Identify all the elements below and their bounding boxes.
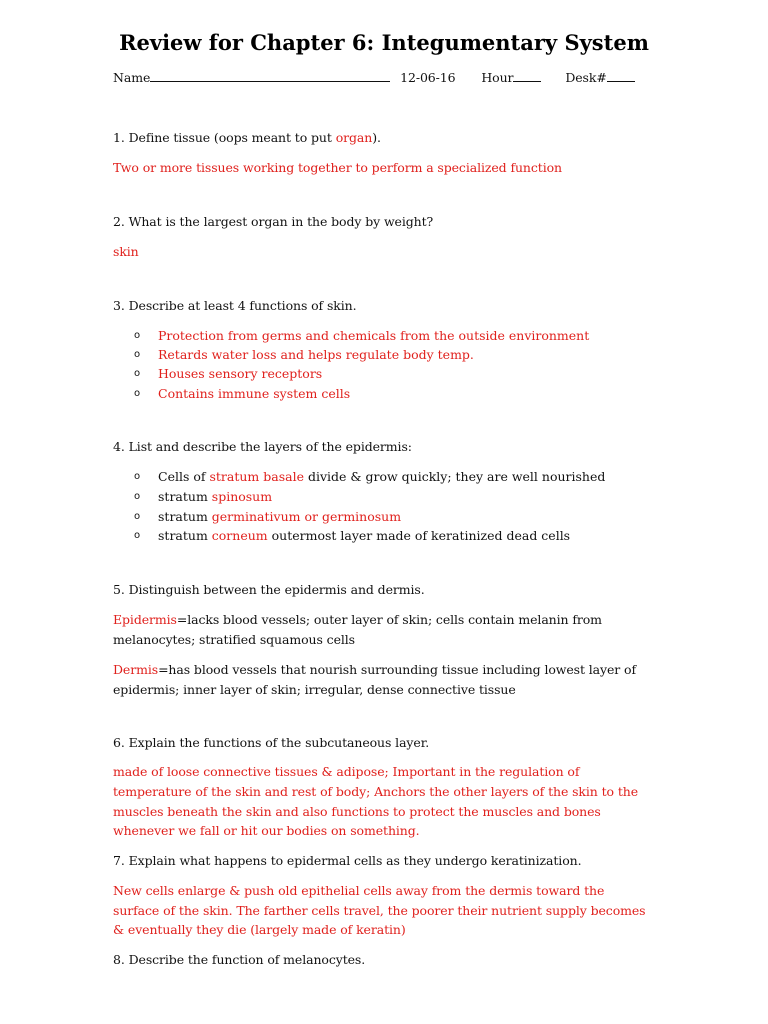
layer-prefix: Cells of [158,469,210,484]
bullet-icon: o [134,349,141,360]
page-title: Review for Chapter 6: Integumentary System [119,30,649,55]
desk-blank[interactable] [607,68,635,82]
bullet-icon: o [134,388,141,399]
bullet-icon: o [134,491,141,502]
bullet-icon: o [134,511,141,522]
hour-label: Hour [481,70,514,85]
layer-name: spinosum [211,489,273,504]
layer-name: stratum basale [209,469,304,484]
question-7: 7. Explain what happens to epidermal cells as they undergo keratinization. [113,853,582,868]
answer-6-line: temperature of the skin and rest of body; Anchors the other layers of the skin to the [113,784,639,799]
answer-7-line: & eventually they die (largely made of keratin) [113,922,406,937]
epidermis-definition: =lacks blood vessels; outer layer of skin; cells contain melanin from [176,612,602,627]
answer-7-line: New cells enlarge & push old epithelial cells away from the dermis toward the [113,883,605,898]
list-item-text [158,507,401,527]
layer-description: divide & grow quickly; they are well nourished [303,469,606,484]
answer-5-dermis [113,660,636,680]
layer-name: germinativum or germinosum [211,509,402,524]
question-1-prefix: 1. Define tissue (oops meant to put [113,130,336,145]
layer-description: outermost layer made of keratinized dead cells [267,528,571,543]
answer-1: Two or more tissues working together to perform a specialized function [113,160,562,175]
bullet-icon: o [134,530,141,541]
name-label: Name [113,70,151,85]
name-blank[interactable] [150,68,390,82]
desk-label: Desk# [565,70,607,85]
question-1 [113,128,381,148]
answer-7-line: surface of the skin. The farther cells travel, the poorer their nutrient supply becomes [113,903,646,918]
answer-6-line: muscles beneath the skin and also functions to protect the muscles and bones [113,804,601,819]
bullet-icon: o [134,368,141,379]
dermis-definition: =has blood vessels that nourish surrounding tissue including lowest layer of [158,662,636,677]
answer-5-epidermis-cont: melanocytes; stratified squamous cells [113,632,355,647]
layer-prefix: stratum [158,509,212,524]
question-6: 6. Explain the functions of the subcutaneous layer. [113,735,430,750]
answer-6-line: whenever we fall or hit our bodies on something. [113,823,420,838]
bullet-icon: o [134,471,141,482]
list-item-text: Retards water loss and helps regulate body temp. [158,347,474,362]
question-4: 4. List and describe the layers of the epidermis: [113,439,412,454]
list-item-text [158,526,570,546]
list-item-text [158,467,605,487]
bullet-icon: o [134,330,141,341]
list-item-text: Contains immune system cells [158,386,351,401]
layer-name: corneum [211,528,268,543]
answer-5-epidermis [113,610,602,630]
layer-prefix: stratum [158,489,212,504]
question-2: 2. What is the largest organ in the body by weight? [113,214,434,229]
question-8: 8. Describe the function of melanocytes. [113,952,366,967]
list-item-text: Houses sensory receptors [158,366,323,381]
answer-6-line: made of loose connective tissues & adipose; Important in the regulation of [113,764,580,779]
list-item-text [158,487,272,507]
hour-blank[interactable] [513,68,541,82]
dermis-term: Dermis [113,662,159,677]
list-item-text: Protection from germs and chemicals from the outside environment [158,328,590,343]
date-text: 12-06-16 [400,70,456,85]
epidermis-term: Epidermis [113,612,177,627]
answer-2: skin [113,244,139,259]
answer-5-dermis-cont: epidermis; inner layer of skin; irregular, dense connective tissue [113,682,516,697]
question-1-highlight: organ [335,130,373,145]
question-5: 5. Distinguish between the epidermis and dermis. [113,582,425,597]
header-line [113,68,635,88]
question-1-suffix: ). [372,130,381,145]
layer-prefix: stratum [158,528,212,543]
question-3: 3. Describe at least 4 functions of skin. [113,298,357,313]
